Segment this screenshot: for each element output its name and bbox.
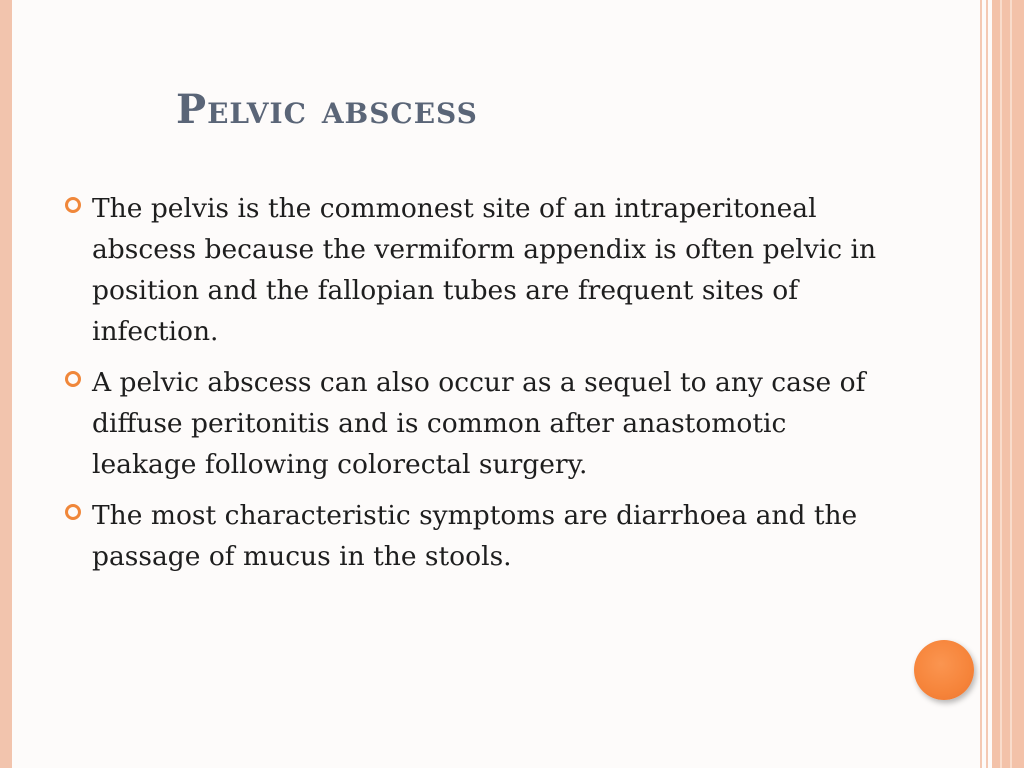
bullet-text: The most characteristic symptoms are diarrhoea and the passage of mucus in the stools. <box>92 500 858 572</box>
frame-stripe <box>1010 0 1012 768</box>
slide-title: Pelvic abscess <box>176 86 478 133</box>
bullet-text: A pelvic abscess can also occur as a sequel to any case of diffuse peritonitis and is common after anastomotic leakage following colorectal surgery. <box>92 367 866 480</box>
circle-bullet-icon <box>65 504 81 520</box>
bullet-item <box>60 495 880 577</box>
frame-stripe <box>980 0 982 768</box>
circle-bullet-icon <box>65 197 81 213</box>
frame-stripe <box>992 0 1024 768</box>
bullet-list <box>60 188 880 587</box>
right-decorative-frame <box>980 0 1024 768</box>
bullet-text: The pelvis is the commonest site of an intraperitoneal abscess because the vermiform appendix is often pelvic in position and the fallopian tubes are frequent sites of infection. <box>92 193 877 347</box>
circle-bullet-icon <box>65 371 81 387</box>
bullet-item <box>60 188 880 352</box>
bullet-item <box>60 362 880 485</box>
decorative-orange-circle <box>914 640 974 700</box>
frame-stripe <box>1000 0 1002 768</box>
left-decorative-bar <box>0 0 12 768</box>
frame-stripe <box>986 0 988 768</box>
